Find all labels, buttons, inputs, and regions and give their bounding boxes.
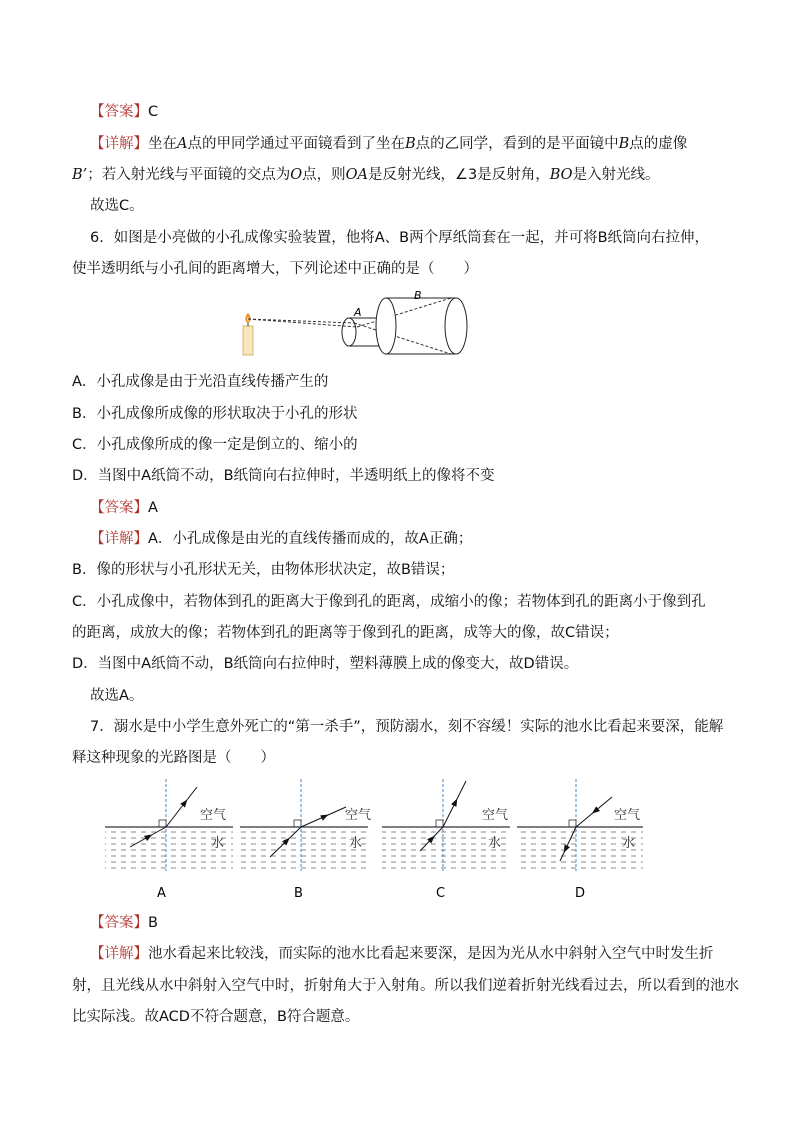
water-label: 水 [622, 836, 636, 851]
answer-value: C [148, 104, 159, 120]
var-B-prime: B’ [72, 167, 88, 183]
text: 点的乙同学，看到的是平面镜中 [415, 136, 619, 152]
q6-detail-line-4: 的距离，成放大的像；若物体到孔的距离等于像到孔的距离，成等大的像，故C错误； [72, 625, 619, 641]
candle-body [243, 326, 253, 355]
diagram-letter: C [436, 886, 446, 901]
tube-b-front [376, 298, 396, 354]
q6-option-a: A．小孔成像是由于光沿直线传播产生的 [72, 374, 329, 390]
q5-detail-line-1 [90, 134, 687, 154]
text: 点，则 [302, 167, 346, 183]
answer-value: B [148, 915, 158, 931]
var-O: O [290, 167, 303, 183]
var-B: B [618, 136, 630, 152]
answer-tag: 【答案】 [90, 915, 148, 931]
label-b: B [414, 289, 422, 302]
q6-answer [90, 498, 158, 518]
diagram-a [105, 779, 233, 901]
var-A: A [177, 136, 188, 152]
answer-tag: 【答案】 [90, 104, 148, 120]
q7-detail-line-3: 比实际浅。故ACD不符合题意，B符合题意。 [72, 1009, 360, 1025]
q6-detail-line-3: C．小孔成像中，若物体到孔的距离大于像到孔的距离，成缩小的像；若物体到孔的距离小于像到孔 [72, 594, 706, 610]
text: A．小孔成像是由光的直线传播而成的，故A正确； [148, 531, 473, 547]
detail-tag: 【详解】 [90, 531, 148, 547]
q6-detail-line-2: B．像的形状与小孔形状无关，由物体形状决定，故B错误； [72, 562, 455, 578]
diagram-letter: A [157, 886, 166, 901]
text: 点的虚像 [629, 136, 688, 152]
answer-tag: 【答案】 [90, 500, 148, 516]
var-BO: BO [549, 167, 573, 183]
diagram-c [382, 779, 510, 901]
diagram-letter: B [294, 886, 303, 901]
text: ；若入射光线与平面镜的交点为 [87, 167, 291, 183]
water-label: 水 [211, 836, 225, 851]
air-label: 空气 [345, 808, 372, 823]
var-OA: OA [345, 167, 369, 183]
air-label: 空气 [614, 808, 641, 823]
pinhole-camera-figure [236, 286, 476, 358]
q6-option-c: C．小孔成像所成的像一定是倒立的、缩小的 [72, 437, 358, 453]
q6-stem-line-1: 6．如图是小亮做的小孔成像实验装置，他将A、B两个厚纸筒套在一起，并可将B纸筒向右拉伸， [90, 230, 710, 246]
detail-tag: 【详解】 [90, 136, 148, 152]
q6-option-b: B．小孔成像所成像的形状取决于小孔的形状 [72, 406, 358, 422]
q5-conclusion: 故选C。 [90, 198, 144, 214]
q7-answer [90, 913, 158, 933]
text: 池水看起来比较浅，而实际的池水比看起来要深，是因为光从水中斜射入空气中时发生折 [148, 946, 714, 962]
text: 是反射光线，∠3是反射角， [368, 167, 550, 183]
q7-detail-line-2: 射，且光线从水中斜射入空气中时，折射角大于入射角。所以我们逆着折射光线看过去，所以看到的池水 [72, 978, 739, 994]
q6-conclusion: 故选A。 [90, 688, 144, 704]
air-label: 空气 [482, 808, 509, 823]
tube-a-front [342, 318, 356, 346]
diagram-b [240, 779, 371, 901]
q7-detail-line-1 [90, 944, 714, 964]
diagram-d [517, 779, 643, 901]
answer-value: A [148, 500, 158, 516]
text: 点的甲同学通过平面镜看到了坐在 [187, 136, 405, 152]
refraction-diagrams [0, 775, 794, 905]
q7-stem-line-1: 7．溺水是中小学生意外死亡的“第一杀手”，预防溺水，刻不容缓！实际的池水比看起来要深，能解 [90, 719, 724, 735]
q5-answer [90, 102, 158, 122]
tube-b-back [445, 298, 467, 354]
q5-detail-line-2 [72, 165, 660, 185]
q6-stem-line-2: 使半透明纸与小孔间的距离增大，下列论述中正确的是（ ） [72, 261, 478, 277]
q6-detail-line-5: D．当图中A纸筒不动，B纸筒向右拉伸时，塑料薄膜上成的像变大，故D错误。 [72, 656, 579, 672]
air-label: 空气 [200, 808, 227, 823]
q7-stem-line-2: 释这种现象的光路图是（ ） [72, 750, 275, 766]
water-label: 水 [488, 836, 502, 851]
q6-detail-line-1 [90, 529, 472, 549]
var-B: B [404, 136, 416, 152]
q6-option-d: D．当图中A纸筒不动，B纸筒向右拉伸时，半透明纸上的像将不变 [72, 468, 495, 484]
detail-tag: 【详解】 [90, 946, 148, 962]
diagram-letter: D [575, 886, 586, 901]
water-label: 水 [349, 836, 363, 851]
text: 坐在 [148, 136, 177, 152]
label-a: A [354, 306, 362, 319]
text: 是入射光线。 [572, 167, 660, 183]
